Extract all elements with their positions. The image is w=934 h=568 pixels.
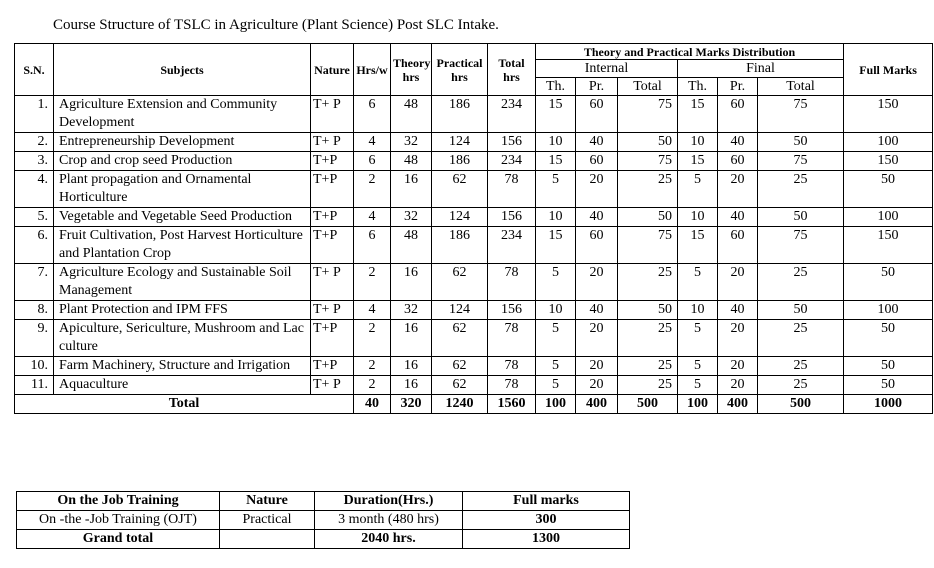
row-full-marks: 50 bbox=[844, 171, 933, 208]
totals-theory: 320 bbox=[391, 395, 432, 414]
row-sn: 11. bbox=[15, 376, 54, 395]
row-final-th: 15 bbox=[678, 96, 718, 133]
header-internal-th: Th. bbox=[536, 78, 576, 96]
row-final-th: 10 bbox=[678, 301, 718, 320]
row-hrs: 2 bbox=[354, 376, 391, 395]
table-row bbox=[15, 320, 933, 357]
totals-label: Total bbox=[15, 395, 354, 414]
row-nature: T+P bbox=[311, 227, 354, 264]
row-internal-pr: 20 bbox=[576, 376, 618, 395]
row-nature: T+P bbox=[311, 320, 354, 357]
totals-row bbox=[15, 395, 933, 414]
row-final-pr: 60 bbox=[718, 227, 758, 264]
row-internal-total: 75 bbox=[618, 96, 678, 133]
header-final-th: Th. bbox=[678, 78, 718, 96]
row-internal-th: 5 bbox=[536, 171, 576, 208]
ojt-header-full-marks: Full marks bbox=[463, 492, 630, 511]
row-internal-th: 5 bbox=[536, 376, 576, 395]
row-practical: 186 bbox=[432, 152, 488, 171]
row-final-total: 75 bbox=[758, 152, 844, 171]
row-internal-total: 50 bbox=[618, 301, 678, 320]
row-nature: T+ P bbox=[311, 133, 354, 152]
row-sn: 3. bbox=[15, 152, 54, 171]
row-subject: Crop and crop seed Production bbox=[54, 152, 311, 171]
row-nature: T+ P bbox=[311, 301, 354, 320]
row-final-pr: 60 bbox=[718, 152, 758, 171]
ojt-table bbox=[16, 491, 630, 549]
row-sn: 1. bbox=[15, 96, 54, 133]
row-final-total: 25 bbox=[758, 357, 844, 376]
ojt-duration: 3 month (480 hrs) bbox=[315, 511, 463, 530]
row-final-pr: 20 bbox=[718, 264, 758, 301]
row-total-hrs: 78 bbox=[488, 357, 536, 376]
row-final-total: 25 bbox=[758, 320, 844, 357]
row-sn: 10. bbox=[15, 357, 54, 376]
row-theory: 16 bbox=[391, 357, 432, 376]
table-row bbox=[15, 171, 933, 208]
ojt-header-training: On the Job Training bbox=[17, 492, 220, 511]
totals-total-hrs: 1560 bbox=[488, 395, 536, 414]
row-final-pr: 40 bbox=[718, 301, 758, 320]
table-row bbox=[15, 357, 933, 376]
table-row bbox=[15, 301, 933, 320]
grand-total-full-marks: 1300 bbox=[463, 530, 630, 549]
row-internal-total: 25 bbox=[618, 357, 678, 376]
row-final-th: 15 bbox=[678, 152, 718, 171]
course-structure-table bbox=[14, 43, 933, 414]
row-hrs: 2 bbox=[354, 320, 391, 357]
row-hrs: 2 bbox=[354, 171, 391, 208]
row-full-marks: 100 bbox=[844, 208, 933, 227]
row-final-th: 15 bbox=[678, 227, 718, 264]
row-internal-pr: 20 bbox=[576, 171, 618, 208]
row-internal-total: 75 bbox=[618, 152, 678, 171]
row-full-marks: 50 bbox=[844, 320, 933, 357]
ojt-header-nature: Nature bbox=[220, 492, 315, 511]
row-internal-th: 10 bbox=[536, 301, 576, 320]
totals-hrs: 40 bbox=[354, 395, 391, 414]
header-total-hrs: Total hrs bbox=[488, 44, 536, 96]
row-full-marks: 150 bbox=[844, 227, 933, 264]
row-sn: 5. bbox=[15, 208, 54, 227]
grand-total-nature bbox=[220, 530, 315, 549]
row-final-th: 10 bbox=[678, 208, 718, 227]
row-total-hrs: 156 bbox=[488, 133, 536, 152]
row-internal-th: 15 bbox=[536, 152, 576, 171]
row-total-hrs: 156 bbox=[488, 208, 536, 227]
header-nature: Nature bbox=[311, 44, 354, 96]
row-subject: Agriculture Ecology and Sustainable Soil Management bbox=[54, 264, 311, 301]
row-practical: 186 bbox=[432, 227, 488, 264]
row-internal-pr: 40 bbox=[576, 133, 618, 152]
row-practical: 62 bbox=[432, 357, 488, 376]
row-practical: 62 bbox=[432, 171, 488, 208]
row-final-th: 10 bbox=[678, 133, 718, 152]
row-nature: T+ P bbox=[311, 376, 354, 395]
header-sn: S.N. bbox=[15, 44, 54, 96]
ojt-nature: Practical bbox=[220, 511, 315, 530]
row-final-pr: 20 bbox=[718, 376, 758, 395]
row-final-pr: 20 bbox=[718, 320, 758, 357]
table-row bbox=[15, 264, 933, 301]
row-nature: T+ P bbox=[311, 264, 354, 301]
row-full-marks: 150 bbox=[844, 152, 933, 171]
row-nature: T+P bbox=[311, 171, 354, 208]
row-practical: 62 bbox=[432, 376, 488, 395]
row-theory: 48 bbox=[391, 227, 432, 264]
header-theory-hrs: Theory hrs bbox=[391, 44, 432, 96]
row-internal-total: 50 bbox=[618, 133, 678, 152]
row-final-th: 5 bbox=[678, 171, 718, 208]
row-total-hrs: 78 bbox=[488, 376, 536, 395]
row-full-marks: 100 bbox=[844, 133, 933, 152]
row-sn: 9. bbox=[15, 320, 54, 357]
row-full-marks: 50 bbox=[844, 376, 933, 395]
row-nature: T+P bbox=[311, 208, 354, 227]
row-internal-th: 10 bbox=[536, 133, 576, 152]
row-nature: T+P bbox=[311, 357, 354, 376]
page-title: Course Structure of TSLC in Agriculture (Plant Science) Post SLC Intake. bbox=[53, 17, 499, 33]
grand-total-duration: 2040 hrs. bbox=[315, 530, 463, 549]
row-internal-total: 25 bbox=[618, 376, 678, 395]
row-final-total: 75 bbox=[758, 227, 844, 264]
row-theory: 16 bbox=[391, 376, 432, 395]
header-hrs-w: Hrs/w bbox=[354, 44, 391, 96]
totals-full-marks: 1000 bbox=[844, 395, 933, 414]
row-theory: 32 bbox=[391, 301, 432, 320]
row-final-total: 50 bbox=[758, 301, 844, 320]
totals-final-total: 500 bbox=[758, 395, 844, 414]
row-sn: 2. bbox=[15, 133, 54, 152]
row-internal-th: 5 bbox=[536, 357, 576, 376]
row-total-hrs: 78 bbox=[488, 264, 536, 301]
row-theory: 48 bbox=[391, 152, 432, 171]
row-internal-pr: 20 bbox=[576, 264, 618, 301]
ojt-header-duration: Duration(Hrs.) bbox=[315, 492, 463, 511]
row-full-marks: 50 bbox=[844, 357, 933, 376]
totals-internal-th: 100 bbox=[536, 395, 576, 414]
row-internal-pr: 60 bbox=[576, 152, 618, 171]
row-final-th: 5 bbox=[678, 264, 718, 301]
row-hrs: 2 bbox=[354, 264, 391, 301]
header-final-total: Total bbox=[758, 78, 844, 96]
row-final-th: 5 bbox=[678, 320, 718, 357]
row-final-total: 25 bbox=[758, 376, 844, 395]
header-subjects: Subjects bbox=[54, 44, 311, 96]
table-row bbox=[15, 227, 933, 264]
row-internal-th: 5 bbox=[536, 320, 576, 357]
row-sn: 8. bbox=[15, 301, 54, 320]
row-final-total: 50 bbox=[758, 208, 844, 227]
header-internal-total: Total bbox=[618, 78, 678, 96]
row-hrs: 4 bbox=[354, 208, 391, 227]
row-final-pr: 40 bbox=[718, 133, 758, 152]
table-row bbox=[15, 152, 933, 171]
row-final-pr: 20 bbox=[718, 171, 758, 208]
row-subject: Vegetable and Vegetable Seed Production bbox=[54, 208, 311, 227]
row-practical: 124 bbox=[432, 208, 488, 227]
row-subject: Fruit Cultivation, Post Harvest Horticulture and Plantation Crop bbox=[54, 227, 311, 264]
row-sn: 4. bbox=[15, 171, 54, 208]
row-total-hrs: 234 bbox=[488, 152, 536, 171]
row-subject: Apiculture, Sericulture, Mushroom and Lac culture bbox=[54, 320, 311, 357]
row-full-marks: 50 bbox=[844, 264, 933, 301]
row-subject: Entrepreneurship Development bbox=[54, 133, 311, 152]
row-hrs: 4 bbox=[354, 301, 391, 320]
header-final-pr: Pr. bbox=[718, 78, 758, 96]
row-internal-th: 10 bbox=[536, 208, 576, 227]
row-internal-total: 25 bbox=[618, 320, 678, 357]
row-final-pr: 60 bbox=[718, 96, 758, 133]
table-row bbox=[15, 96, 933, 133]
row-total-hrs: 234 bbox=[488, 227, 536, 264]
row-hrs: 6 bbox=[354, 96, 391, 133]
row-total-hrs: 78 bbox=[488, 320, 536, 357]
row-internal-total: 25 bbox=[618, 171, 678, 208]
table-row bbox=[15, 208, 933, 227]
row-internal-pr: 20 bbox=[576, 357, 618, 376]
row-final-total: 50 bbox=[758, 133, 844, 152]
row-nature: T+P bbox=[311, 152, 354, 171]
row-hrs: 4 bbox=[354, 133, 391, 152]
row-final-th: 5 bbox=[678, 376, 718, 395]
row-theory: 16 bbox=[391, 320, 432, 357]
row-internal-pr: 40 bbox=[576, 208, 618, 227]
row-internal-pr: 40 bbox=[576, 301, 618, 320]
header-practical-hrs: Practical hrs bbox=[432, 44, 488, 96]
row-subject: Plant Protection and IPM FFS bbox=[54, 301, 311, 320]
row-internal-th: 5 bbox=[536, 264, 576, 301]
row-subject: Agriculture Extension and Community Development bbox=[54, 96, 311, 133]
row-final-pr: 40 bbox=[718, 208, 758, 227]
row-hrs: 6 bbox=[354, 152, 391, 171]
row-hrs: 6 bbox=[354, 227, 391, 264]
row-sn: 6. bbox=[15, 227, 54, 264]
row-internal-pr: 20 bbox=[576, 320, 618, 357]
row-theory: 16 bbox=[391, 171, 432, 208]
row-subject: Aquaculture bbox=[54, 376, 311, 395]
row-practical: 62 bbox=[432, 264, 488, 301]
row-nature: T+ P bbox=[311, 96, 354, 133]
totals-final-pr: 400 bbox=[718, 395, 758, 414]
header-full-marks: Full Marks bbox=[844, 44, 933, 96]
row-theory: 32 bbox=[391, 208, 432, 227]
totals-final-th: 100 bbox=[678, 395, 718, 414]
row-internal-total: 75 bbox=[618, 227, 678, 264]
row-practical: 124 bbox=[432, 133, 488, 152]
totals-internal-total: 500 bbox=[618, 395, 678, 414]
grand-total-label: Grand total bbox=[17, 530, 220, 549]
header-marks-distribution: Theory and Practical Marks Distribution bbox=[536, 44, 844, 60]
row-subject: Plant propagation and Ornamental Horticulture bbox=[54, 171, 311, 208]
ojt-full-marks: 300 bbox=[463, 511, 630, 530]
totals-practical: 1240 bbox=[432, 395, 488, 414]
row-total-hrs: 234 bbox=[488, 96, 536, 133]
row-theory: 32 bbox=[391, 133, 432, 152]
row-total-hrs: 156 bbox=[488, 301, 536, 320]
row-subject: Farm Machinery, Structure and Irrigation bbox=[54, 357, 311, 376]
row-final-th: 5 bbox=[678, 357, 718, 376]
table-row bbox=[15, 376, 933, 395]
table-row bbox=[15, 133, 933, 152]
row-theory: 48 bbox=[391, 96, 432, 133]
row-internal-total: 25 bbox=[618, 264, 678, 301]
ojt-training: On -the -Job Training (OJT) bbox=[17, 511, 220, 530]
row-full-marks: 100 bbox=[844, 301, 933, 320]
header-internal: Internal bbox=[536, 60, 678, 78]
table-row bbox=[17, 511, 630, 530]
row-final-total: 25 bbox=[758, 171, 844, 208]
row-practical: 186 bbox=[432, 96, 488, 133]
row-sn: 7. bbox=[15, 264, 54, 301]
row-internal-total: 50 bbox=[618, 208, 678, 227]
row-practical: 62 bbox=[432, 320, 488, 357]
totals-internal-pr: 400 bbox=[576, 395, 618, 414]
row-total-hrs: 78 bbox=[488, 171, 536, 208]
row-internal-th: 15 bbox=[536, 227, 576, 264]
row-full-marks: 150 bbox=[844, 96, 933, 133]
row-internal-th: 15 bbox=[536, 96, 576, 133]
row-theory: 16 bbox=[391, 264, 432, 301]
header-final: Final bbox=[678, 60, 844, 78]
row-final-total: 75 bbox=[758, 96, 844, 133]
row-final-pr: 20 bbox=[718, 357, 758, 376]
row-internal-pr: 60 bbox=[576, 227, 618, 264]
row-hrs: 2 bbox=[354, 357, 391, 376]
header-internal-pr: Pr. bbox=[576, 78, 618, 96]
row-practical: 124 bbox=[432, 301, 488, 320]
row-final-total: 25 bbox=[758, 264, 844, 301]
row-internal-pr: 60 bbox=[576, 96, 618, 133]
